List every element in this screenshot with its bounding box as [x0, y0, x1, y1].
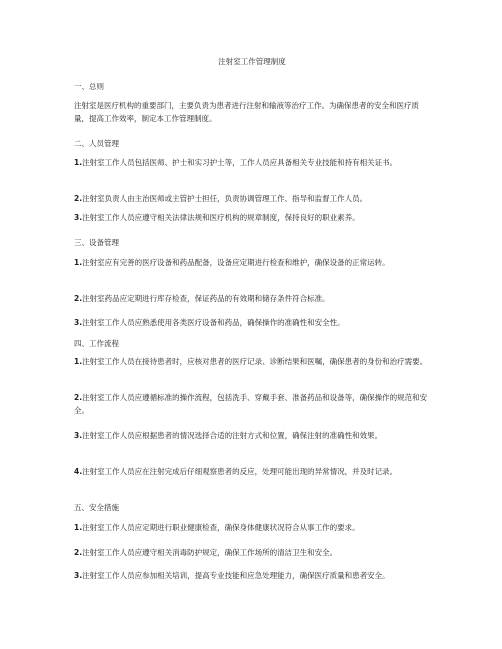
item-number: 3.	[74, 213, 83, 222]
list-item	[74, 429, 430, 442]
list-item	[74, 192, 430, 205]
item-text: 注射室工作人员应在注射完成后仔细观察患者的反应，处理可能出现的异常情况，并及时记录。	[82, 467, 398, 476]
item-text: 注射室工作人员在接待患者时，应核对患者的医疗记录、诊断结果和医嘱，确保患者的身份和治疗需要。	[82, 357, 428, 366]
item-number: 1.	[74, 357, 83, 366]
item-number: 2.	[74, 194, 83, 203]
item-text: 注射室工作人员包括医师、护士和实习护士等，工作人员应具备相关专业技能和持有相关证书。	[82, 158, 398, 167]
item-text: 注射室负责人由主治医师或主管护士担任，负责协调管理工作、指导和监督工作人员。	[82, 194, 368, 203]
item-number: 3.	[74, 318, 83, 327]
item-number: 3.	[74, 431, 83, 440]
item-text: 注射室工作人员应定期进行职业健康检查，确保身体健康状况符合从事工作的要求。	[82, 523, 360, 532]
item-number: 1.	[74, 523, 83, 532]
list-item	[74, 292, 430, 305]
list-item	[74, 569, 430, 582]
item-text: 注射室应有完善的医疗设备和药品配备，设备应定期进行检查和维护，确保设备的正常运转。	[82, 258, 390, 267]
item-number: 2.	[74, 393, 83, 402]
item-number: 3.	[74, 571, 83, 580]
section-heading-workflow: 四、工作流程	[74, 339, 119, 348]
section-heading-personnel: 二、人员管理	[74, 139, 119, 148]
list-item	[74, 355, 430, 368]
document-title: 注射室工作管理制度	[218, 57, 286, 66]
list-item	[74, 546, 430, 559]
item-text: 注射室工作人员应遵守相关法律法规和医疗机构的规章制度，保持良好的职业素养。	[82, 213, 360, 222]
item-text: 注射室工作人员应熟悉使用各类医疗设备和药品，确保操作的准确性和安全性。	[82, 318, 345, 327]
list-item	[74, 156, 430, 169]
section-heading-equipment: 三、设备管理	[74, 238, 119, 247]
item-text: 注射室药品应定期进行库存检查，保证药品的有效期和储存条件符合标准。	[82, 294, 330, 303]
section-heading-safety: 五、安全措施	[74, 503, 119, 512]
item-number: 2.	[74, 294, 83, 303]
item-text: 注射室工作人员应根据患者的情况选择合适的注射方式和位置，确保注射的准确性和效果。	[82, 431, 383, 440]
list-item	[74, 256, 430, 269]
item-number: 1.	[74, 258, 83, 267]
item-text: 注射室工作人员应参加相关培训，提高专业技能和应急处理能力，确保医疗质量和患者安全。	[82, 571, 390, 580]
section-heading-general: 一、总则	[74, 82, 104, 91]
item-number: 1.	[74, 158, 83, 167]
list-item	[74, 316, 430, 329]
item-number: 2.	[74, 548, 83, 557]
list-item	[74, 391, 430, 417]
paragraph	[74, 99, 430, 125]
list-item	[74, 211, 430, 224]
item-text: 注射室工作人员应遵守相关消毒防护规定，确保工作场所的清洁卫生和安全。	[82, 548, 338, 557]
paragraph-text: 注射室是医疗机构的重要部门，主要负责为患者进行注射和输液等治疗工作。为确保患者的安全和医疗质量，提高工作效率，制定本工作管理制度。	[74, 101, 419, 123]
list-item	[74, 521, 430, 534]
list-item	[74, 465, 430, 478]
item-number: 4.	[74, 467, 83, 476]
item-text: 注射室工作人员应遵循标准的操作流程，包括洗手、穿戴手套、准备药品和设备等，确保操作的规范和安全。	[74, 393, 428, 415]
